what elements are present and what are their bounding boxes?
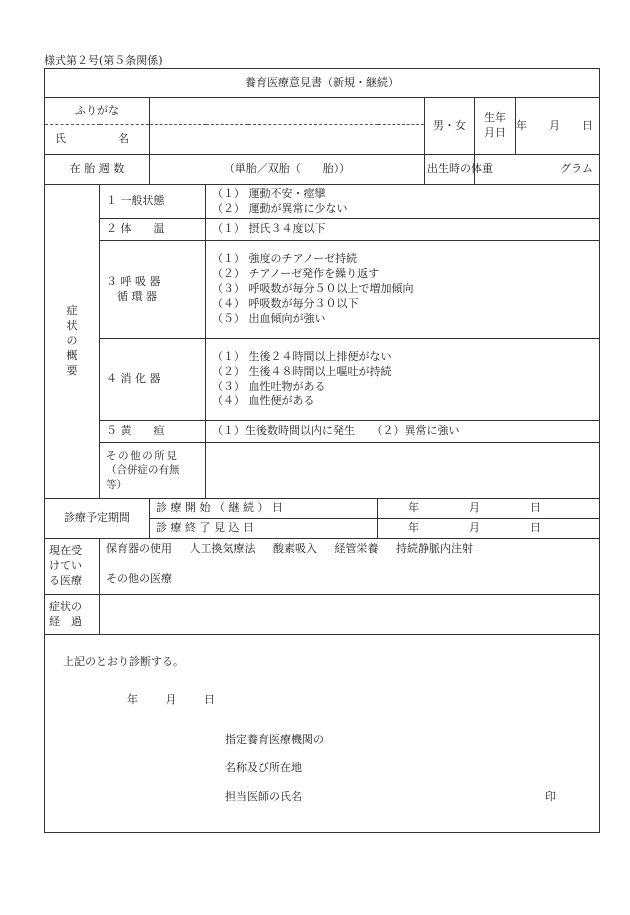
symptom-temperature-options[interactable]: （１） 摂氏３４度以下: [206, 219, 600, 241]
period-end-label: 診 療 終 了 見 込 日: [150, 519, 378, 539]
form-title: 養育医療意見書（新規・継続）: [45, 69, 600, 98]
symptom-digestive-label: ４ 消 化 器: [100, 339, 206, 421]
symptom-jaundice-options[interactable]: （１）生後数時間以内に発生 （２）異常に強い: [206, 421, 600, 443]
symptom-respiratory-options[interactable]: （１） 強度のチアノーゼ持続 （２） チアノーゼ発作を繰り返す （３） 呼吸数が毎分５０以上で増加傾向 （４） 呼吸数が毎分３０以下 （５） 出血傾向が強い: [206, 241, 600, 339]
symptom-temperature-label: ２ 体 温: [100, 219, 206, 241]
institution-label-1: 指定養育医療機関の: [225, 733, 324, 746]
diagnosis-statement: 上記のとおり診断する。: [63, 655, 184, 668]
signature-block: [45, 635, 600, 833]
treatment-oxygen[interactable]: 酸素吸入: [273, 542, 317, 555]
doctor-label: 担当医師の氏名: [225, 790, 302, 803]
treatment-iv-infusion[interactable]: 持続静脈内注射: [396, 542, 473, 555]
treatment-other[interactable]: その他の医療: [106, 571, 172, 585]
symptom-digestive-options[interactable]: （１） 生後２４時間以上排便がない （２） 生後４８時間以上嘔吐が持続 （３） 血性吐物がある （４） 血性便がある: [206, 339, 600, 421]
sex-label[interactable]: 男・女: [425, 98, 475, 155]
birth-label-1: 生年: [484, 111, 506, 125]
birth-weight-field[interactable]: グラム: [475, 155, 600, 185]
name-label-2: 名: [118, 132, 129, 146]
period-label: 診療予定期間: [45, 499, 150, 539]
seal-mark: 印: [545, 790, 556, 803]
birth-date-field[interactable]: [516, 98, 599, 154]
course-field[interactable]: [100, 595, 600, 635]
gestation-label: 在 胎 週 数: [45, 155, 150, 185]
period-start-label: 診 療 開 始 （ 継 続 ） 日: [150, 499, 378, 519]
period-end-date[interactable]: 年 月 日: [378, 519, 600, 539]
birth-month: 月: [549, 118, 560, 132]
current-treatment-options[interactable]: [100, 539, 600, 595]
birth-year: 年: [516, 118, 527, 132]
current-treatment-label: 現在受 けてい る医療: [45, 539, 100, 595]
medical-opinion-form: [44, 68, 600, 833]
course-label: 症状の 経 過: [45, 595, 100, 635]
sign-date-field[interactable]: 年 月 日: [127, 693, 215, 706]
furigana-label: ふりがな: [45, 98, 150, 125]
gestation-field[interactable]: （単胎／双胎（ 胎））: [150, 155, 425, 185]
treatment-incubator[interactable]: 保育器の使用: [106, 542, 172, 555]
institution-label-2: 名称及び所在地: [225, 761, 302, 774]
other-findings-field[interactable]: [206, 443, 600, 499]
treatment-tube-feeding[interactable]: 経管栄養: [334, 542, 379, 555]
symptom-respiratory-label: ３ 呼 吸 器 循 環 器: [100, 241, 206, 339]
symptom-general-label: １ 一般状態: [100, 185, 206, 219]
treatment-ventilation[interactable]: 人工換気療法: [189, 542, 256, 555]
name-field[interactable]: [150, 125, 425, 155]
symptoms-label: 症 状 の 概 要: [45, 185, 100, 499]
birth-weight-label: 出生時の体重: [425, 155, 475, 185]
period-start-date[interactable]: 年 月 日: [378, 499, 600, 519]
birth-label-2: 月日: [484, 126, 506, 139]
symptom-jaundice-label: ５ 黄 疸: [100, 421, 206, 443]
birth-day: 日: [582, 118, 593, 132]
form-number: 様式第２号(第５条関係): [44, 54, 163, 67]
other-findings-label: その他の所見 （合併症の有無 等）: [100, 443, 206, 499]
furigana-field[interactable]: [150, 98, 425, 125]
symptom-general-options[interactable]: （１） 運動不安・痙攣 （２） 運動が異常に少ない: [206, 185, 600, 219]
name-label-1: 氏: [55, 132, 66, 146]
